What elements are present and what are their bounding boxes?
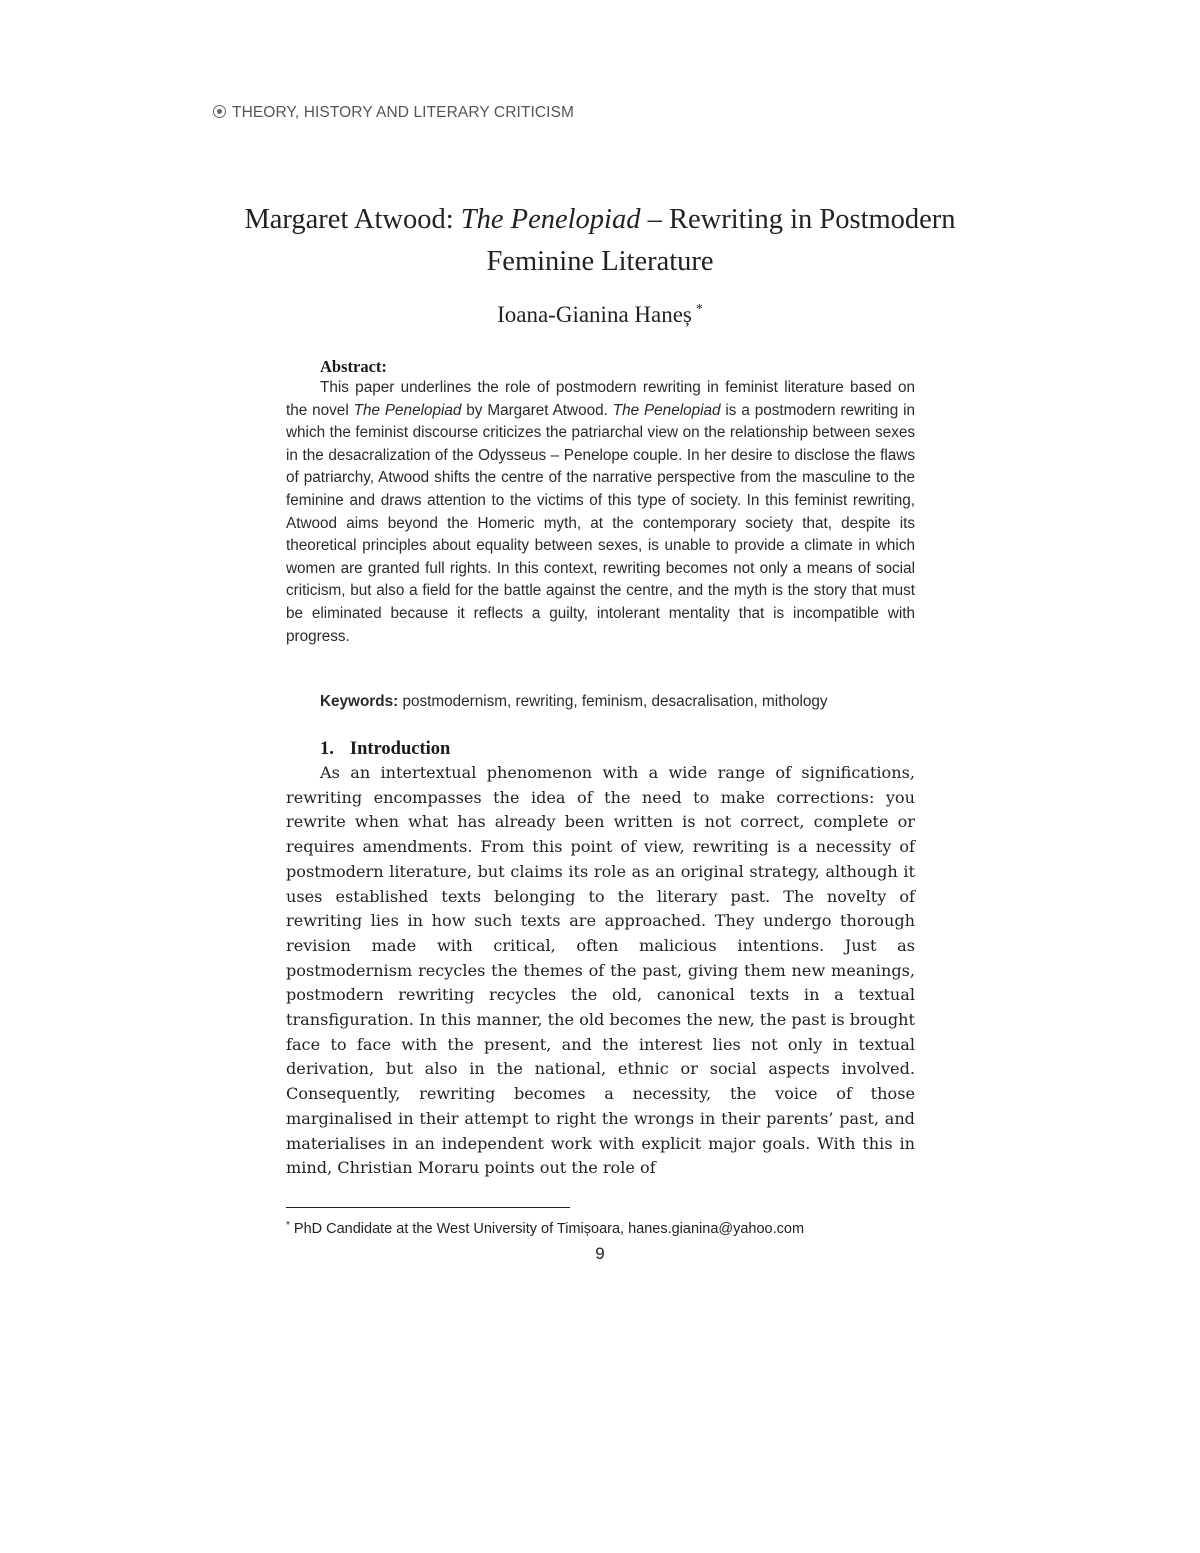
introduction-paragraph: As an intertextual phenomenon with a wide range of significations, rewriting encompasses the idea of the need to make corrections: you rewrite when what has already been written is not correct, complete or requires amendments. From this point of view, rewriting is a necessity of postmodern literature, but claims its role as an original strategy, although it uses established texts belonging to the literary past. The novelty of rewriting lies in how such texts are approached. They undergo thorough revision made with critical, often malicious intentions. Just as postmodernism recycles the themes of the past, giving them new meanings, postmodern rewriting recycles the old, canonical texts in a textual transfiguration. In this manner, the old becomes the new, the past is brought face to face with the present, and the interest lies not only in textual derivation, but also in the national, ethnic or social aspects involved. Consequently, rewriting becomes a necessity, the voice of those marginalised in their attempt to right the wrongs in their parents’ past, and materialises in an independent work with explicit major goals. With this in mind, Christian Moraru points out the role of <box>286 763 915 1178</box>
section-heading <box>320 739 450 760</box>
running-head-text: THEORY, HISTORY AND LITERARY CRITICISM <box>232 104 575 121</box>
footnote-text: PhD Candidate at the West University of Timișoara, hanes.gianina@yahoo.com <box>293 1221 805 1237</box>
bullet-icon <box>213 105 226 118</box>
abstract-text-3: is a postmodern rewriting in which the feminist discourse criticizes the patriarchal view on the relationship between sexes in the desacralization of the Odysseus – Penelope couple. In her desire to disclose the flaws of patriarchy, Atwood shifts the centre of the narrative perspective from the masculine to the feminine and draws attention to the victims of this type of society. In this feminist rewriting, Atwood aims beyond the Homeric myth, at the contemporary society that, despite its theoretical principles about equality between sexes, is unable to provide a climate in which women are granted full rights. In this context, rewriting becomes not only a means of social criticism, but also a field for the battle against the centre, and the myth is the story that must be eliminated because it reflects a guilty, intolerant mentality that is incompatible with progress. <box>286 401 915 645</box>
running-head <box>213 104 574 122</box>
abstract-italic-2: The Penelopiad <box>612 401 721 419</box>
keywords-list: postmodernism, rewriting, feminism, desacralisation, mithology <box>398 693 828 710</box>
footnote-divider <box>286 1207 570 1208</box>
author-text: Ioana-Gianina Haneș <box>497 302 692 327</box>
abstract-italic-1: The Penelopiad <box>353 401 462 419</box>
keywords-label: Keywords: <box>320 693 399 710</box>
footnote-mark: * <box>286 1220 290 1231</box>
section-title: Introduction <box>349 739 451 759</box>
footnote <box>286 1220 804 1237</box>
author-name <box>200 302 1000 328</box>
article-title <box>200 199 1000 283</box>
abstract-body <box>286 377 915 648</box>
keywords-line <box>320 693 828 711</box>
section-number: 1. <box>320 739 334 759</box>
abstract-text-1: This paper underlines the role of postmodern rewriting in feminist literature based on the novel <box>286 379 915 419</box>
page-number: 9 <box>595 1244 605 1263</box>
title-part-2: – Rewriting in Postmodern Feminine Literature <box>486 204 956 277</box>
abstract-heading: Abstract: <box>320 357 387 376</box>
title-part-1: Margaret Atwood: <box>244 204 461 235</box>
title-italic: The Penelopiad <box>460 204 641 235</box>
author-footnote-mark: * <box>695 302 703 317</box>
abstract-text-2: by Margaret Atwood. <box>461 401 613 419</box>
